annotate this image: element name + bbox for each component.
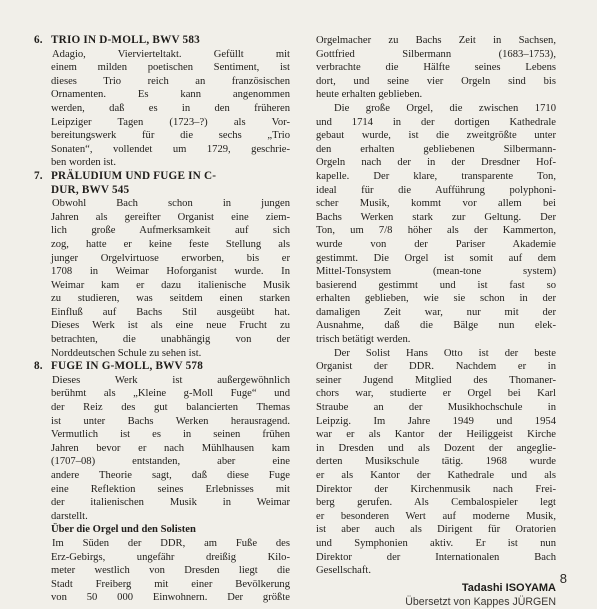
section-8-number: 8. (34, 360, 43, 373)
section-6-title: TRIO IN D-MOLL, BWV 583 (51, 34, 200, 46)
text-line: gebaut wurde, ist die zweitgrößte unter (316, 130, 556, 142)
text-line: den erhalten gebliebenen Silbermann- (316, 143, 556, 155)
section-7-title-line1: PRÄLUDIUM UND FUGE IN C- (51, 169, 217, 182)
text-line: scher Musik, kommt vor allem bei (316, 198, 556, 210)
text-line: Obwohl Bach schon in jungen (52, 198, 290, 210)
text-line: Ornamenten. Es kann angenommen (51, 89, 290, 101)
text-line: Norddeutschen Schule zu sehen ist. (51, 347, 202, 359)
text-line: Dieses Werk ist außergewöhnlich (52, 374, 290, 386)
text-line: trisch betätigt werden. (316, 334, 411, 346)
text-line: der Reiz des gut balancierten Themas (51, 402, 290, 414)
text-line: Sonaten“, vollendet um 1729, geschrie- (51, 143, 290, 155)
text-line: berg gerufen. Als Cembalospieler legt (316, 497, 556, 509)
text-line: ist unter Bachs Werken herausragend. (51, 415, 290, 427)
text-line: derten Musikschule tätig. 1968 wurde (316, 456, 556, 468)
text-line: Leipziger Tagen (1723–?) als Vor- (51, 116, 290, 128)
text-line: Organist der DDR. Nachdem er in (316, 361, 556, 373)
text-line: 1708 in Weimar Hoforganist wurde. In (51, 266, 290, 278)
text-line: eine Reflektion seines Erlebnisses mit (51, 483, 290, 495)
text-line: Einfluß auf Bachs Stil ausgeübt hat. (51, 306, 290, 318)
text-line: Ausnahme, daß die Bälge nun elek- (316, 320, 556, 332)
text-line: Gottfried Silbermann (1683–1753), (316, 48, 556, 60)
right-column (316, 34, 556, 609)
text-line: Straube an der Musikhochschule in (316, 402, 556, 414)
text-line: heute erhalten geblieben. (316, 89, 423, 101)
text-line: und Symphonien aktiv. Er ist nun (316, 537, 556, 549)
text-line: Stadt Freiberg mit einer Bevölkerung (51, 578, 290, 590)
left-column (34, 34, 290, 605)
page-number: 8 (559, 571, 567, 586)
text-line: Weimar kam er dazu italienische Musik (51, 279, 290, 291)
text-line: Orgeln nach der in der Dresdner Hof- (316, 157, 556, 169)
text-line: ist aber auch als Dirigent für Oratorien (316, 524, 556, 536)
text-line: in Dresden und als Dozent der angeglie- (316, 442, 556, 454)
text-line: seiner Jugend Mitglied des Thomaner- (316, 374, 556, 386)
section-7-number: 7. (34, 169, 43, 182)
text-line: ben worden ist. (51, 157, 117, 169)
section-7-heading (34, 170, 290, 184)
text-line: chors war, studierte er Orgel bei Karl (316, 388, 556, 400)
text-line: gestimmt. Die Orgel ist somit auf dem (316, 252, 556, 264)
text-line: einem milden poetischen Sentiment, ist (51, 62, 290, 74)
paragraph-silbermann (316, 34, 556, 102)
text-line: wurde von der Pariser Akademie (316, 238, 556, 250)
text-line: Im Süden der DDR, am Fuße des (52, 537, 290, 549)
text-line: Der Solist Hans Otto ist der beste (334, 347, 556, 359)
text-line: dieses Trio reich an französischen (51, 75, 290, 87)
text-line: zu studieren, was seitdem einen starken (51, 293, 290, 305)
text-line: Gesellschaft. (316, 565, 372, 577)
text-line: Mittel-Tonsystem (mean-tone system) (316, 266, 556, 278)
text-line: Dieses Werk ist als eine neue Frucht zu (51, 320, 290, 332)
section-6-body (34, 48, 290, 170)
text-line: erhalten geblieben, wie sie schon in der (316, 293, 556, 305)
text-line: er als Kantor der Kathedrale und als (316, 470, 556, 481)
paragraph-soloist (316, 347, 556, 578)
text-line: zog, hatte er keine feste Stellung als (51, 238, 290, 250)
text-line: ideal für die Aufführung polyphoni- (316, 184, 556, 196)
section-8-body (34, 374, 290, 524)
text-line: Erz-Gebirgs, ungefähr dreißig Kilo- (51, 551, 290, 563)
text-line: war er als Kantor der Heiliggeist Kirche (316, 429, 556, 441)
translator-credit: Übersetzt von Kappes JÜRGEN (405, 595, 556, 608)
text-line: berühmt als „Kleine g-Moll Fuge“ und (51, 388, 290, 400)
text-line: basierend gestimmt und ist fast so (316, 279, 556, 291)
organ-section-body (34, 537, 290, 605)
text-line: dort, und seine vier Orgeln sind bis (316, 75, 556, 87)
text-line: lich große Aufmerksamkeit auf sich (51, 225, 290, 237)
section-8-heading (34, 360, 290, 374)
text-line: Vermutlich ist es in seinen frühen (51, 429, 290, 441)
text-line: Jahren als gereifter Organist eine ziem- (51, 211, 290, 223)
text-line: betrachten, die unabhängig von der (51, 334, 290, 346)
text-line: Direktor der Internationalen Bach (316, 551, 556, 563)
text-line: Ton, um 7/8 höher als der Kammerton, (316, 225, 556, 237)
text-line: Leipzig. Im Jahre 1949 und 1954 (316, 415, 556, 427)
text-line: verbrachte die Hälfte seines Lebens (316, 62, 556, 74)
section-8-title: FUGE IN G-MOLL, BWV 578 (51, 360, 204, 373)
text-line: er besonderen Wert auf moderne Musik, (316, 510, 556, 522)
text-line: von 50 000 Einwohnern. Der größte (51, 592, 290, 604)
text-line: darstellt. (51, 510, 88, 522)
text-line: kapelle. Der klare, transparente Ton, (316, 170, 556, 182)
text-line: und 1714 in der dortigen Kathedrale (316, 116, 556, 128)
text-line: Die große Orgel, die zwischen 1710 (334, 102, 556, 114)
text-line: Adagio, Viervierteltakt. Gefüllt mit (52, 48, 290, 60)
text-line: damaligen Zeit war, nur mit der (316, 306, 556, 318)
text-line: werden, daß es in den früheren (51, 102, 290, 114)
text-line: junger Orgelvirtuose erworben, bis er (51, 252, 290, 264)
text-line: der italienischen Musik in Weimar (51, 497, 290, 509)
text-line: Bachs Werken stark zur Geltung. Der (316, 211, 556, 223)
text-line: Jahren bevor er nach Mühlhausen kam (51, 442, 290, 454)
text-line: andere Theorie sagt, daß diese Fuge (51, 470, 290, 481)
text-line: bereitungswerk für die sechs „Trio (51, 130, 290, 142)
author-signature: Tadashi ISOYAMA (461, 581, 556, 594)
text-line: Orgelmacher zu Bachs Zeit in Sachsen, (316, 35, 556, 46)
section-7-title-line2: DUR, BWV 545 (51, 183, 130, 196)
section-6-number: 6. (34, 34, 43, 46)
text-line: (1707–08) entstanden, aber eine (51, 456, 290, 468)
section-6-heading (34, 34, 290, 48)
paragraph-organ (316, 102, 556, 347)
section-7-body (34, 197, 290, 360)
text-line: meter westlich von Dresden liegt die (51, 565, 290, 577)
text-line: Direktor der Kirchenmusik nach Frei- (316, 483, 556, 495)
organ-section-heading: Über die Orgel und den Solisten (51, 524, 196, 536)
